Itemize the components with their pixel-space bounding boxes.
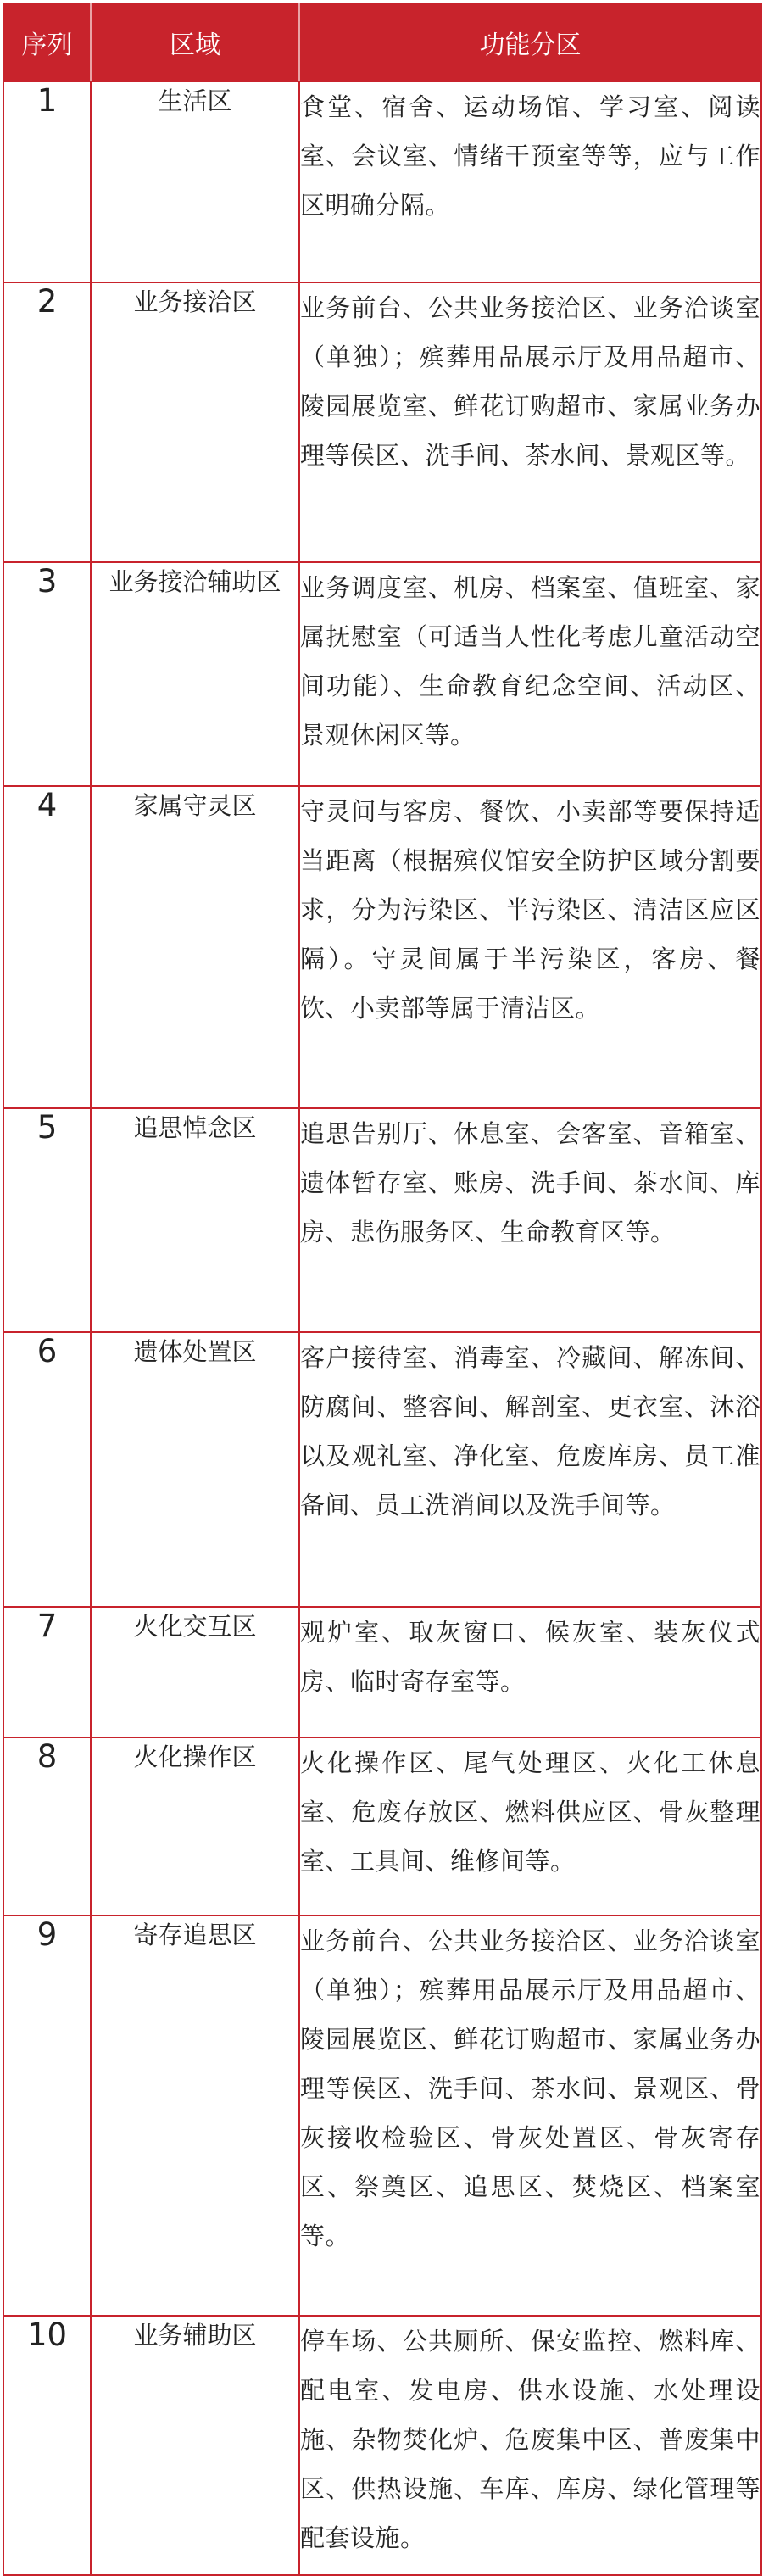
row-seq: 5 xyxy=(3,1108,91,1332)
row-functions: 追思告别厅、休息室、会客室、音箱室、遗体暂存室、账房、洗手间、茶水间、库房、悲伤服务区、生命教育区等。 xyxy=(299,1108,761,1332)
row-seq: 2 xyxy=(3,282,91,562)
row-area: 业务接洽区 xyxy=(91,282,299,562)
table-row xyxy=(3,282,761,562)
row-area: 业务辅助区 xyxy=(91,2316,299,2575)
row-area: 业务接洽辅助区 xyxy=(91,562,299,786)
table-row xyxy=(3,1915,761,2316)
table-row xyxy=(3,1607,761,1737)
row-seq: 6 xyxy=(3,1332,91,1607)
row-functions: 客户接待室、消毒室、冷藏间、解冻间、防腐间、整容间、解剖室、更衣室、沐浴以及观礼室、净化室、危废库房、员工准备间、员工洗消间以及洗手间等。 xyxy=(299,1332,761,1607)
row-area: 生活区 xyxy=(91,81,299,282)
table-row xyxy=(3,1332,761,1607)
header-row xyxy=(3,3,761,81)
table-header xyxy=(3,3,761,81)
header-seq: 序列 xyxy=(3,3,91,81)
header-functions: 功能分区 xyxy=(299,3,761,81)
row-area: 火化交互区 xyxy=(91,1607,299,1737)
table-row xyxy=(3,81,761,282)
row-functions: 停车场、公共厕所、保安监控、燃料库、配电室、发电房、供水设施、水处理设施、杂物焚化炉、危废集中区、普废集中区、供热设施、车库、库房、绿化管理等配套设施。 xyxy=(299,2316,761,2575)
row-seq: 8 xyxy=(3,1737,91,1915)
row-seq: 1 xyxy=(3,81,91,282)
table-row xyxy=(3,1108,761,1332)
row-seq: 7 xyxy=(3,1607,91,1737)
row-functions: 守灵间与客房、餐饮、小卖部等要保持适当距离（根据殡仪馆安全防护区域分割要求，分为污染区、半污染区、清洁区应区隔）。守灵间属于半污染区，客房、餐饮、小卖部等属于清洁区。 xyxy=(299,786,761,1108)
row-area: 家属守灵区 xyxy=(91,786,299,1108)
row-seq: 3 xyxy=(3,562,91,786)
table-body xyxy=(3,81,761,2575)
row-seq: 4 xyxy=(3,786,91,1108)
table-row xyxy=(3,786,761,1108)
table-row xyxy=(3,2316,761,2575)
row-functions: 火化操作区、尾气处理区、火化工休息室、危废存放区、燃料供应区、骨灰整理室、工具间、维修间等。 xyxy=(299,1737,761,1915)
row-area: 火化操作区 xyxy=(91,1737,299,1915)
row-functions: 业务前台、公共业务接洽区、业务洽谈室（单独）；殡葬用品展示厅及用品超市、陵园展览室、鲜花订购超市、家属业务办理等侯区、洗手间、茶水间、景观区等。 xyxy=(299,282,761,562)
row-area: 追思悼念区 xyxy=(91,1108,299,1332)
header-area: 区域 xyxy=(91,3,299,81)
row-functions: 业务前台、公共业务接洽区、业务洽谈室（单独）；殡葬用品展示厅及用品超市、陵园展览区、鲜花订购超市、家属业务办理等侯区、洗手间、茶水间、景观区、骨灰接收检验区、骨灰处置区、骨灰寄存区、祭奠区、追思区、焚烧区、档案室等。 xyxy=(299,1915,761,2316)
row-area: 寄存追思区 xyxy=(91,1915,299,2316)
row-area: 遗体处置区 xyxy=(91,1332,299,1607)
function-zone-table xyxy=(3,3,762,2576)
table-row xyxy=(3,1737,761,1915)
row-seq: 10 xyxy=(3,2316,91,2575)
row-functions: 观炉室、取灰窗口、候灰室、装灰仪式房、临时寄存室等。 xyxy=(299,1607,761,1737)
table-row xyxy=(3,562,761,786)
row-functions: 食堂、宿舍、运动场馆、学习室、阅读室、会议室、情绪干预室等等，应与工作区明确分隔。 xyxy=(299,81,761,282)
row-seq: 9 xyxy=(3,1915,91,2316)
row-functions: 业务调度室、机房、档案室、值班室、家属抚慰室（可适当人性化考虑儿童活动空间功能）、生命教育纪念空间、活动区、景观休闲区等。 xyxy=(299,562,761,786)
